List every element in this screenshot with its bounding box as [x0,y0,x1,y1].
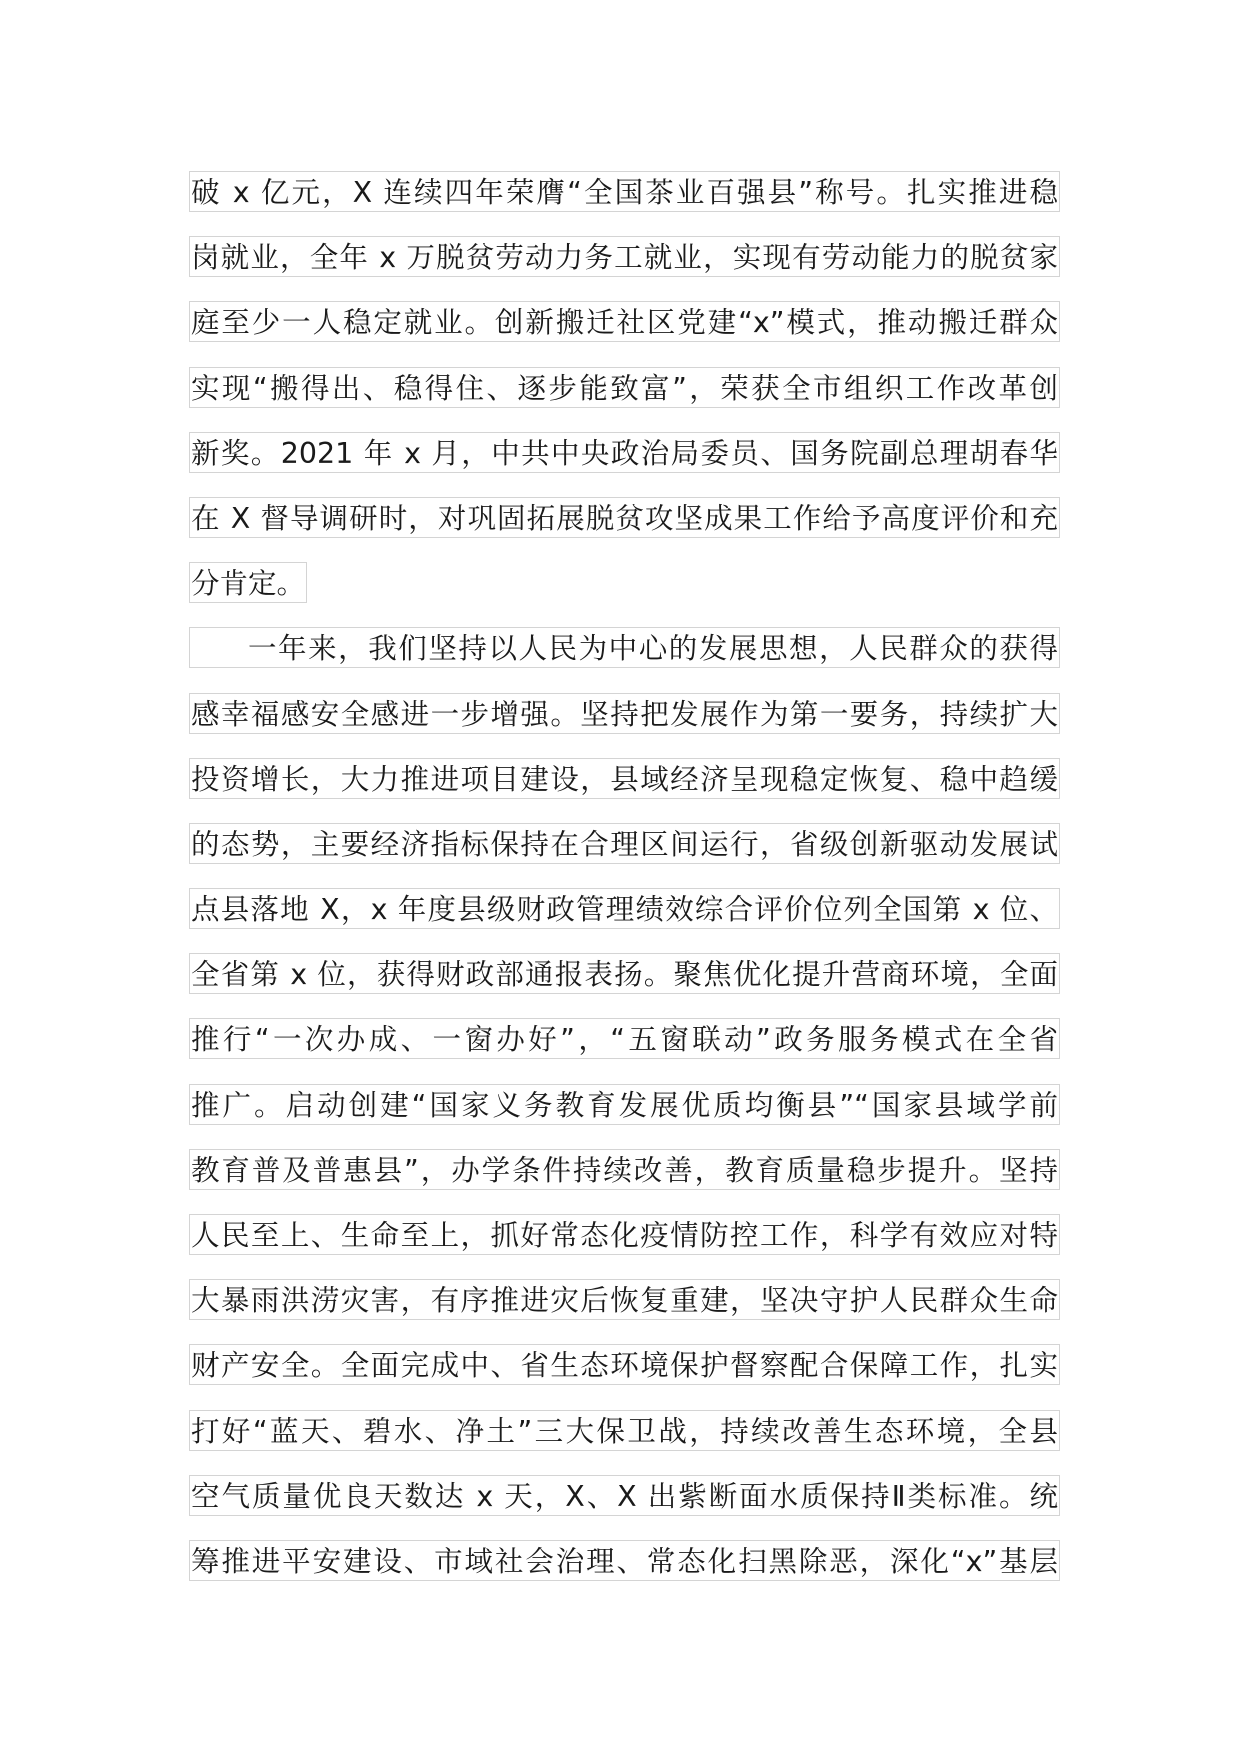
text-line [189,1018,1069,1083]
text-line [189,432,1069,497]
text-line-content: 打好“蓝天、碧水、净土”三大保卫战，持续改善生态环境，全县 [189,1410,1060,1451]
text-line-content: 一年来，我们坚持以人民为中心的发展思想，人民群众的获得 [189,627,1060,668]
text-line-content: 筹推进平安建设、市域社会治理、常态化扫黑除恶，深化“x”基层 [189,1540,1060,1581]
text-line [189,1084,1069,1149]
text-line [189,758,1069,823]
text-line [189,301,1069,366]
text-line-content: 点县落地 X，x 年度县级财政管理绩效综合评价位列全国第 x 位、 [189,888,1060,929]
text-line-content: 在 X 督导调研时，对巩固拓展脱贫攻坚成果工作给予高度评价和充 [189,497,1060,538]
text-line [189,1214,1069,1279]
text-line-content: 感幸福感安全感进一步增强。坚持把发展作为第一要务，持续扩大 [189,693,1060,734]
text-line-content: 全省第 x 位，获得财政部通报表扬。聚焦优化提升营商环境，全面 [189,953,1060,994]
text-line-content: 空气质量优良天数达 x 天，X、X 出紫断面水质保持Ⅱ类标准。统 [189,1475,1060,1516]
text-line [189,497,1069,562]
text-line-content: 大暴雨洪涝灾害，有序推进灾后恢复重建，坚决守护人民群众生命 [189,1279,1060,1320]
text-line [189,1540,1069,1605]
text-line [189,953,1069,1018]
text-line [189,888,1069,953]
text-line-content: 实现“搬得出、稳得住、逐步能致富”，荣获全市组织工作改革创 [189,367,1060,408]
text-line [189,367,1069,432]
text-line [189,1279,1069,1344]
text-line [189,693,1069,758]
text-line-content: 岗就业，全年 x 万脱贫劳动力务工就业，实现有劳动能力的脱贫家 [189,236,1060,277]
text-line [189,627,1069,692]
text-line-content: 财产安全。全面完成中、省生态环境保护督察配合保障工作，扎实 [189,1344,1060,1385]
text-line [189,1410,1069,1475]
text-line-content: 的态势，主要经济指标保持在合理区间运行，省级创新驱动发展试 [189,823,1060,864]
text-line-content: 人民至上、生命至上，抓好常态化疫情防控工作，科学有效应对特 [189,1214,1060,1255]
text-line [189,1344,1069,1409]
body-text [189,171,1069,1605]
text-line [189,171,1069,236]
text-line-content: 庭至少一人稳定就业。创新搬迁社区党建“x”模式，推动搬迁群众 [189,301,1060,342]
text-line-content: 推广。启动创建“国家义务教育发展优质均衡县”“国家县域学前 [189,1084,1060,1125]
text-line [189,1149,1069,1214]
text-line-content: 投资增长，大力推进项目建设，县域经济呈现稳定恢复、稳中趋缓 [189,758,1060,799]
text-line-content: 推行“一次办成、一窗办好”，“五窗联动”政务服务模式在全省 [189,1018,1060,1059]
text-line-content: 分肯定。 [189,562,307,603]
text-line [189,1475,1069,1540]
text-line-content: 教育普及普惠县”，办学条件持续改善，教育质量稳步提升。坚持 [189,1149,1060,1190]
text-line-content: 新奖。2021 年 x 月，中共中央政治局委员、国务院副总理胡春华 [189,432,1060,473]
text-line [189,562,1069,627]
text-line-content: 破 x 亿元，X 连续四年荣膺“全国茶业百强县”称号。扎实推进稳 [189,171,1060,212]
text-line [189,236,1069,301]
text-line [189,823,1069,888]
